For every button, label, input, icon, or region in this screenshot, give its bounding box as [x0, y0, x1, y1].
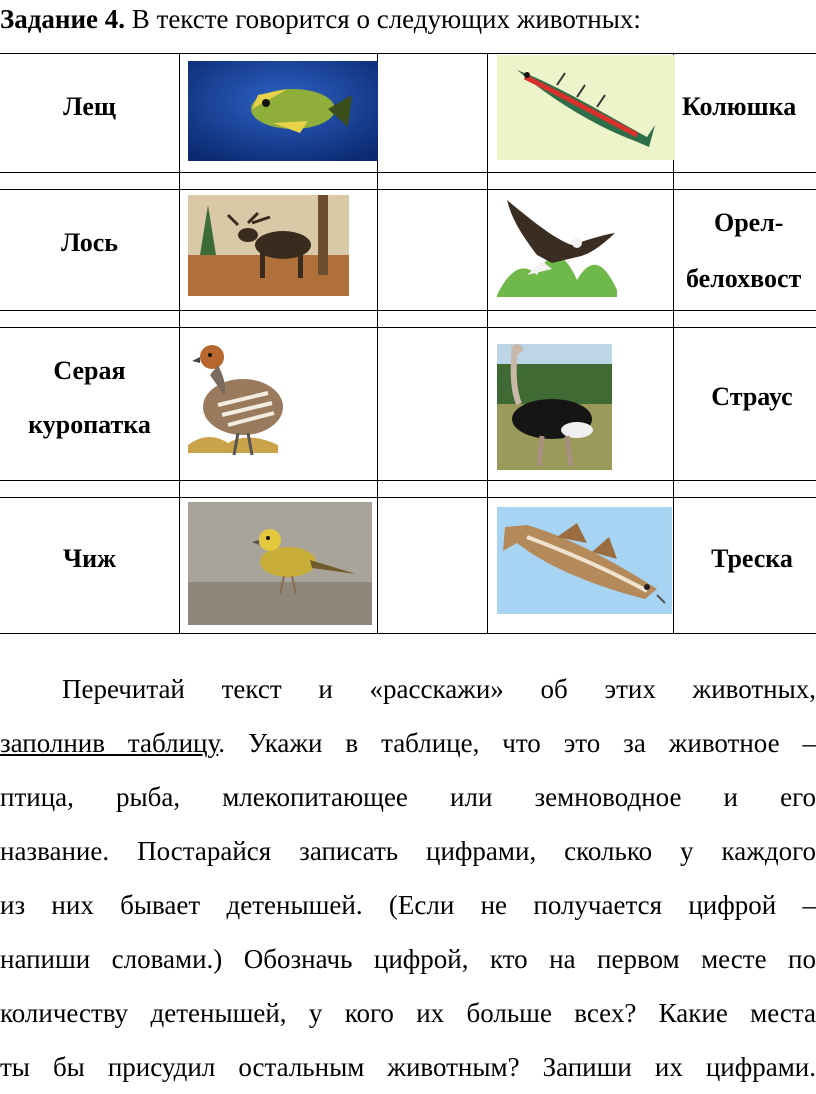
eagle-icon — [497, 195, 617, 297]
para-line-1: Перечитай текст и «расскажи» об этих животных, — [62, 674, 816, 704]
row3-left-label-line1: Серая — [53, 356, 126, 385]
para-line-4: название. Постарайся записать цифрами, сколько у каждого — [0, 836, 816, 866]
para-line-2 — [0, 716, 816, 770]
row2-right-label-line2: белохвост — [686, 264, 802, 293]
row1-left-label: Лещ — [63, 92, 116, 121]
fish-icon — [188, 61, 378, 161]
row1-right-label: Колюшка — [682, 92, 797, 121]
row3-left-label-line2: куропатка — [28, 410, 151, 439]
moose-icon — [188, 195, 349, 296]
para-line-5: из них бывает детенышей. (Если не получается цифрой – — [0, 890, 816, 920]
para-line-8: ты бы присудил остальным животным? Запиши их цифрами. — [0, 1052, 816, 1082]
para-line-2-rest: . Укажи в таблице, что это за животное – — [218, 728, 816, 758]
fill-table-link-text: заполнив таблицу — [0, 728, 219, 758]
siskin-icon — [188, 502, 372, 625]
row2-left-label: Лось — [60, 228, 118, 257]
ostrich-icon — [497, 344, 612, 470]
para-line-7: количеству детенышей, у кого их больше всех? Какие места — [0, 998, 816, 1028]
partridge-icon — [188, 335, 296, 463]
task-title: Задание 4. — [0, 4, 126, 34]
instructions-paragraph — [0, 662, 816, 1094]
row2-right-label-line1: Орел- — [714, 208, 784, 237]
para-line-6: напиши словами.) Обозначь цифрой, кто на первом месте по — [0, 944, 816, 974]
row4-right-label: Треска — [711, 544, 793, 573]
task-heading — [0, 4, 641, 35]
row4-left-label: Чиж — [63, 544, 116, 573]
row3-right-label: Страус — [711, 382, 793, 411]
cod-icon — [497, 507, 672, 614]
stickleback-icon — [497, 55, 675, 160]
task-intro: В тексте говорится о следующих животных: — [131, 4, 641, 34]
para-line-3: птица, рыба, млекопитающее или земноводное и его — [0, 782, 816, 812]
